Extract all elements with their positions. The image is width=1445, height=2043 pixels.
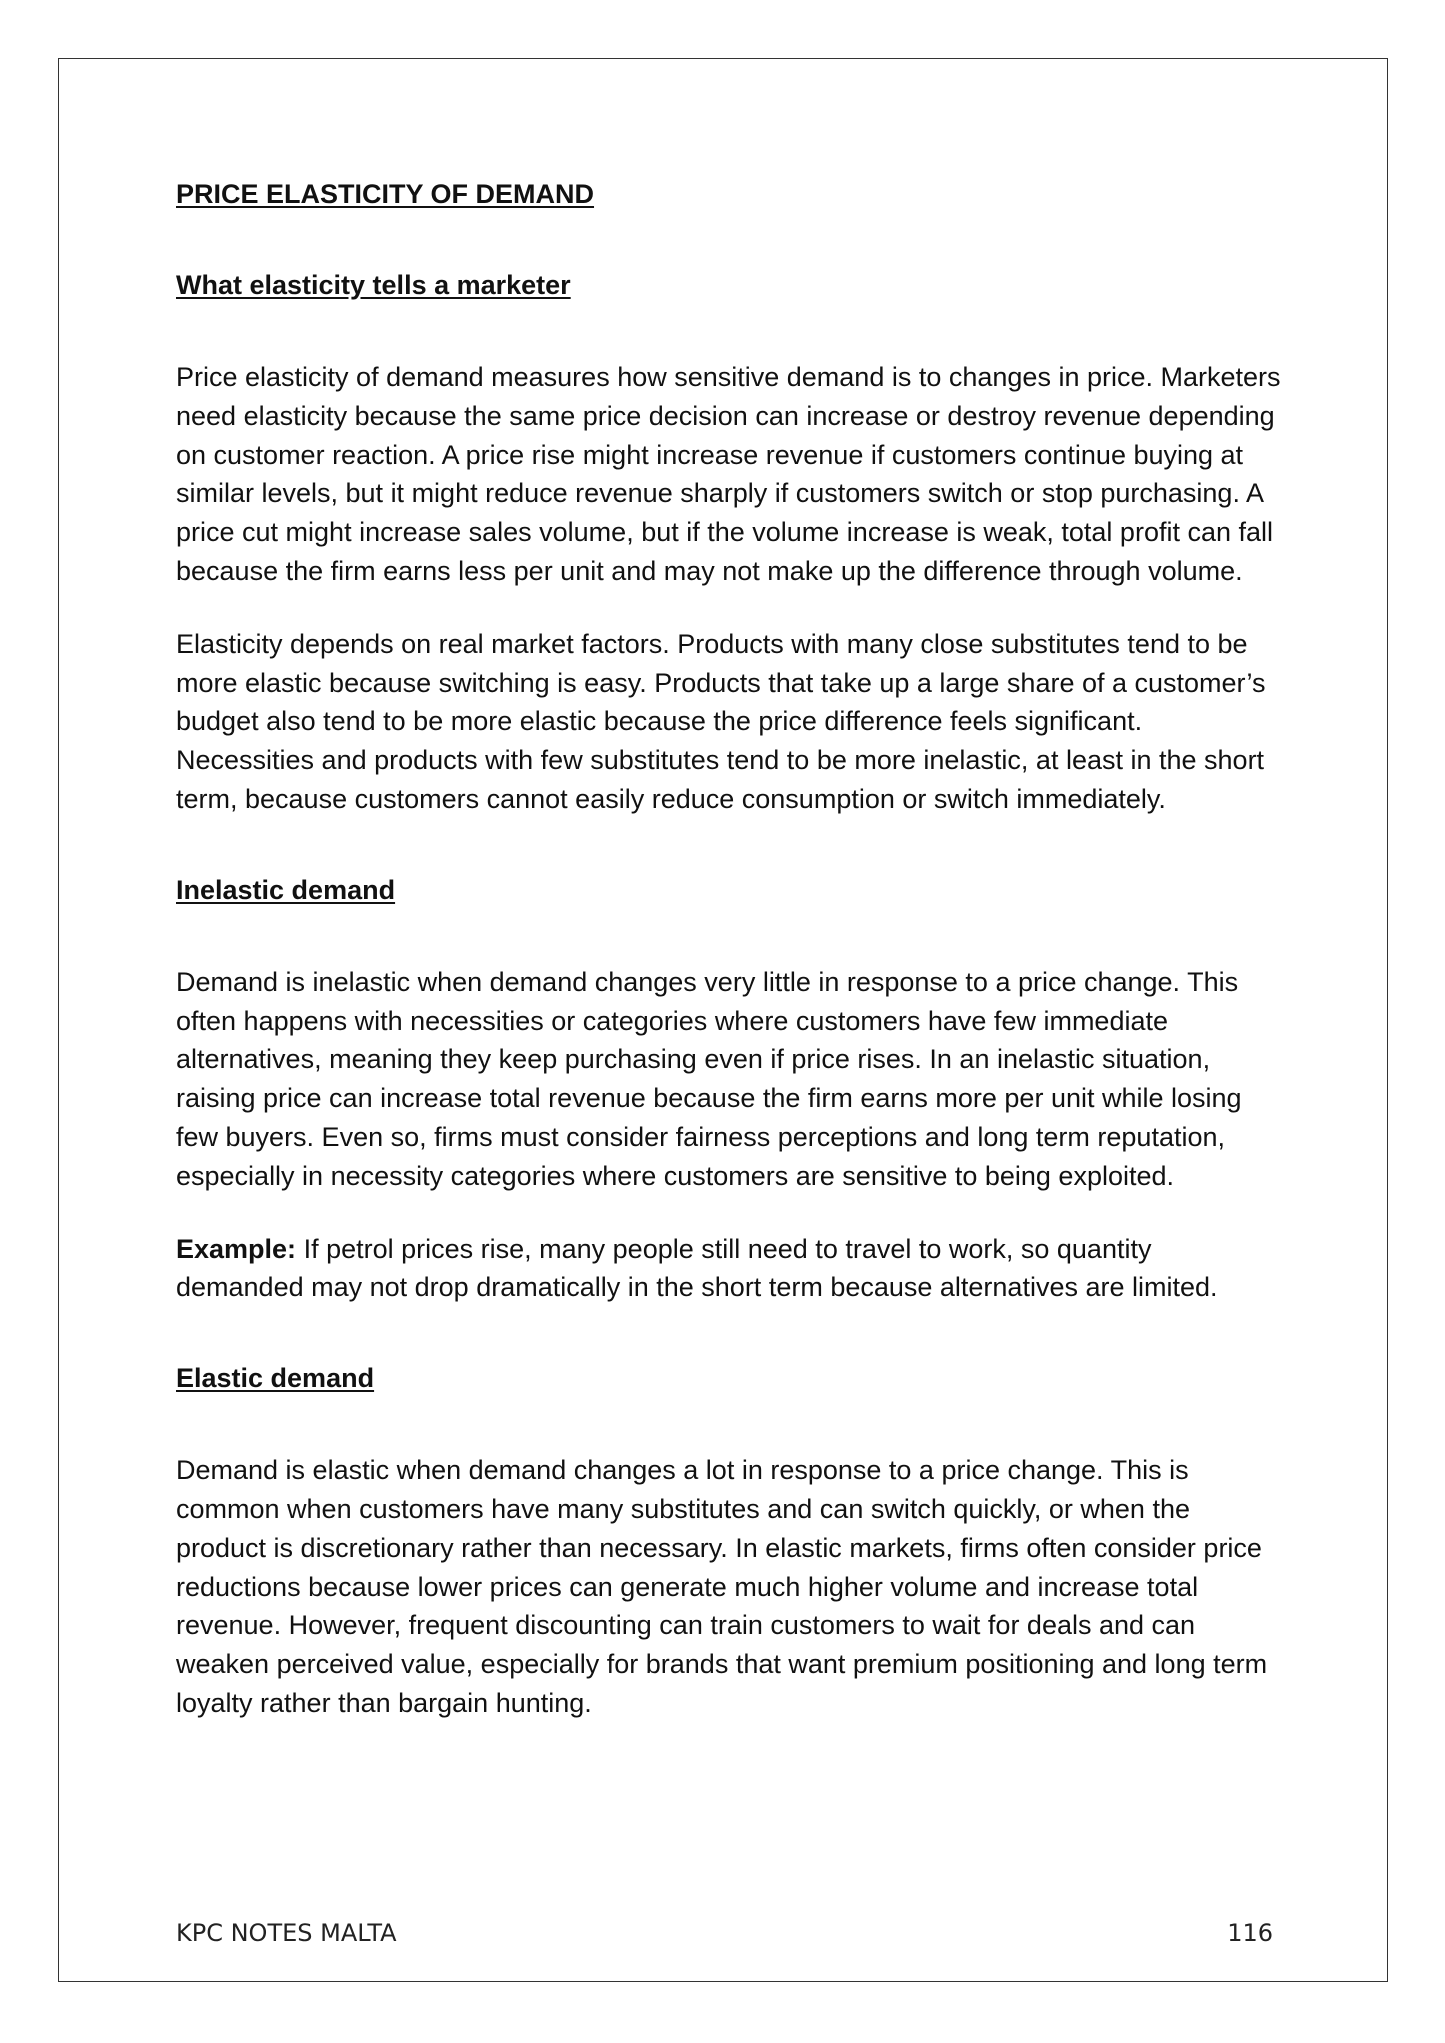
- page-content: [176, 176, 1286, 1723]
- document-title: PRICE ELASTICITY OF DEMAND: [176, 179, 595, 209]
- example-text: If petrol prices rise, many people still need to travel to work, so quantity demanded may not drop dramatically in the short term because alternatives are limited.: [176, 1233, 1218, 1303]
- paragraph-elastic-1: Demand is elastic when demand changes a lot in response to a price change. This is common when customers have many substitutes and can switch quickly, or when the product is discretionary rather than necessary. In elastic markets, firms often consider price reductions because lower prices can generate much higher volume and increase total revenue. However, frequent discounting can train customers to wait for deals and can weaken perceived value, especially for brands that want premium positioning and long term loyalty rather than bargain hunting.: [176, 1455, 1268, 1718]
- footer-page-number: 116: [1227, 1919, 1273, 1947]
- footer-left-text: KPC NOTES MALTA: [176, 1919, 397, 1947]
- example-label: Example:: [176, 1233, 297, 1264]
- section-heading-elasticity: What elasticity tells a marketer: [176, 270, 571, 300]
- paragraph-elasticity-2: Elasticity depends on real market factors. Products with many close substitutes tend to be more elastic because switching is easy. Products that take up a large share of a customer’s budget also tend to be more elastic because the price difference feels significant. Necessities and products with few substitutes tend to be more inelastic, at least in the short term, because customers cannot easily reduce consumption or switch immediately.: [176, 628, 1266, 814]
- section-heading-elastic: Elastic demand: [176, 1363, 375, 1394]
- paragraph-inelastic-example: [176, 1230, 1286, 1308]
- paragraph-elasticity-1: Price elasticity of demand measures how sensitive demand is to changes in price. Marketers need elasticity because the same price decision can increase or destroy revenue depending on customer reaction. A price rise might increase revenue if customers continue buying at similar levels, but it might reduce revenue sharply if customers switch or stop purchasing. A price cut might increase sales volume, but if the volume increase is weak, total profit can fall because the firm earns less per unit and may not make up the difference through volume.: [176, 362, 1281, 586]
- section-heading-inelastic: Inelastic demand: [176, 874, 396, 905]
- paragraph-inelastic-1: Demand is inelastic when demand changes very little in response to a price change. This often happens with necessities or categories where customers have few immediate alternatives, meaning they keep purchasing even if price rises. In an inelastic situation, raising price can increase total revenue because the firm earns more per unit while losing few buyers. Even so, firms must consider fairness perceptions and long term reputation, especially in necessity categories where customers are sensitive to being exploited.: [176, 966, 1242, 1191]
